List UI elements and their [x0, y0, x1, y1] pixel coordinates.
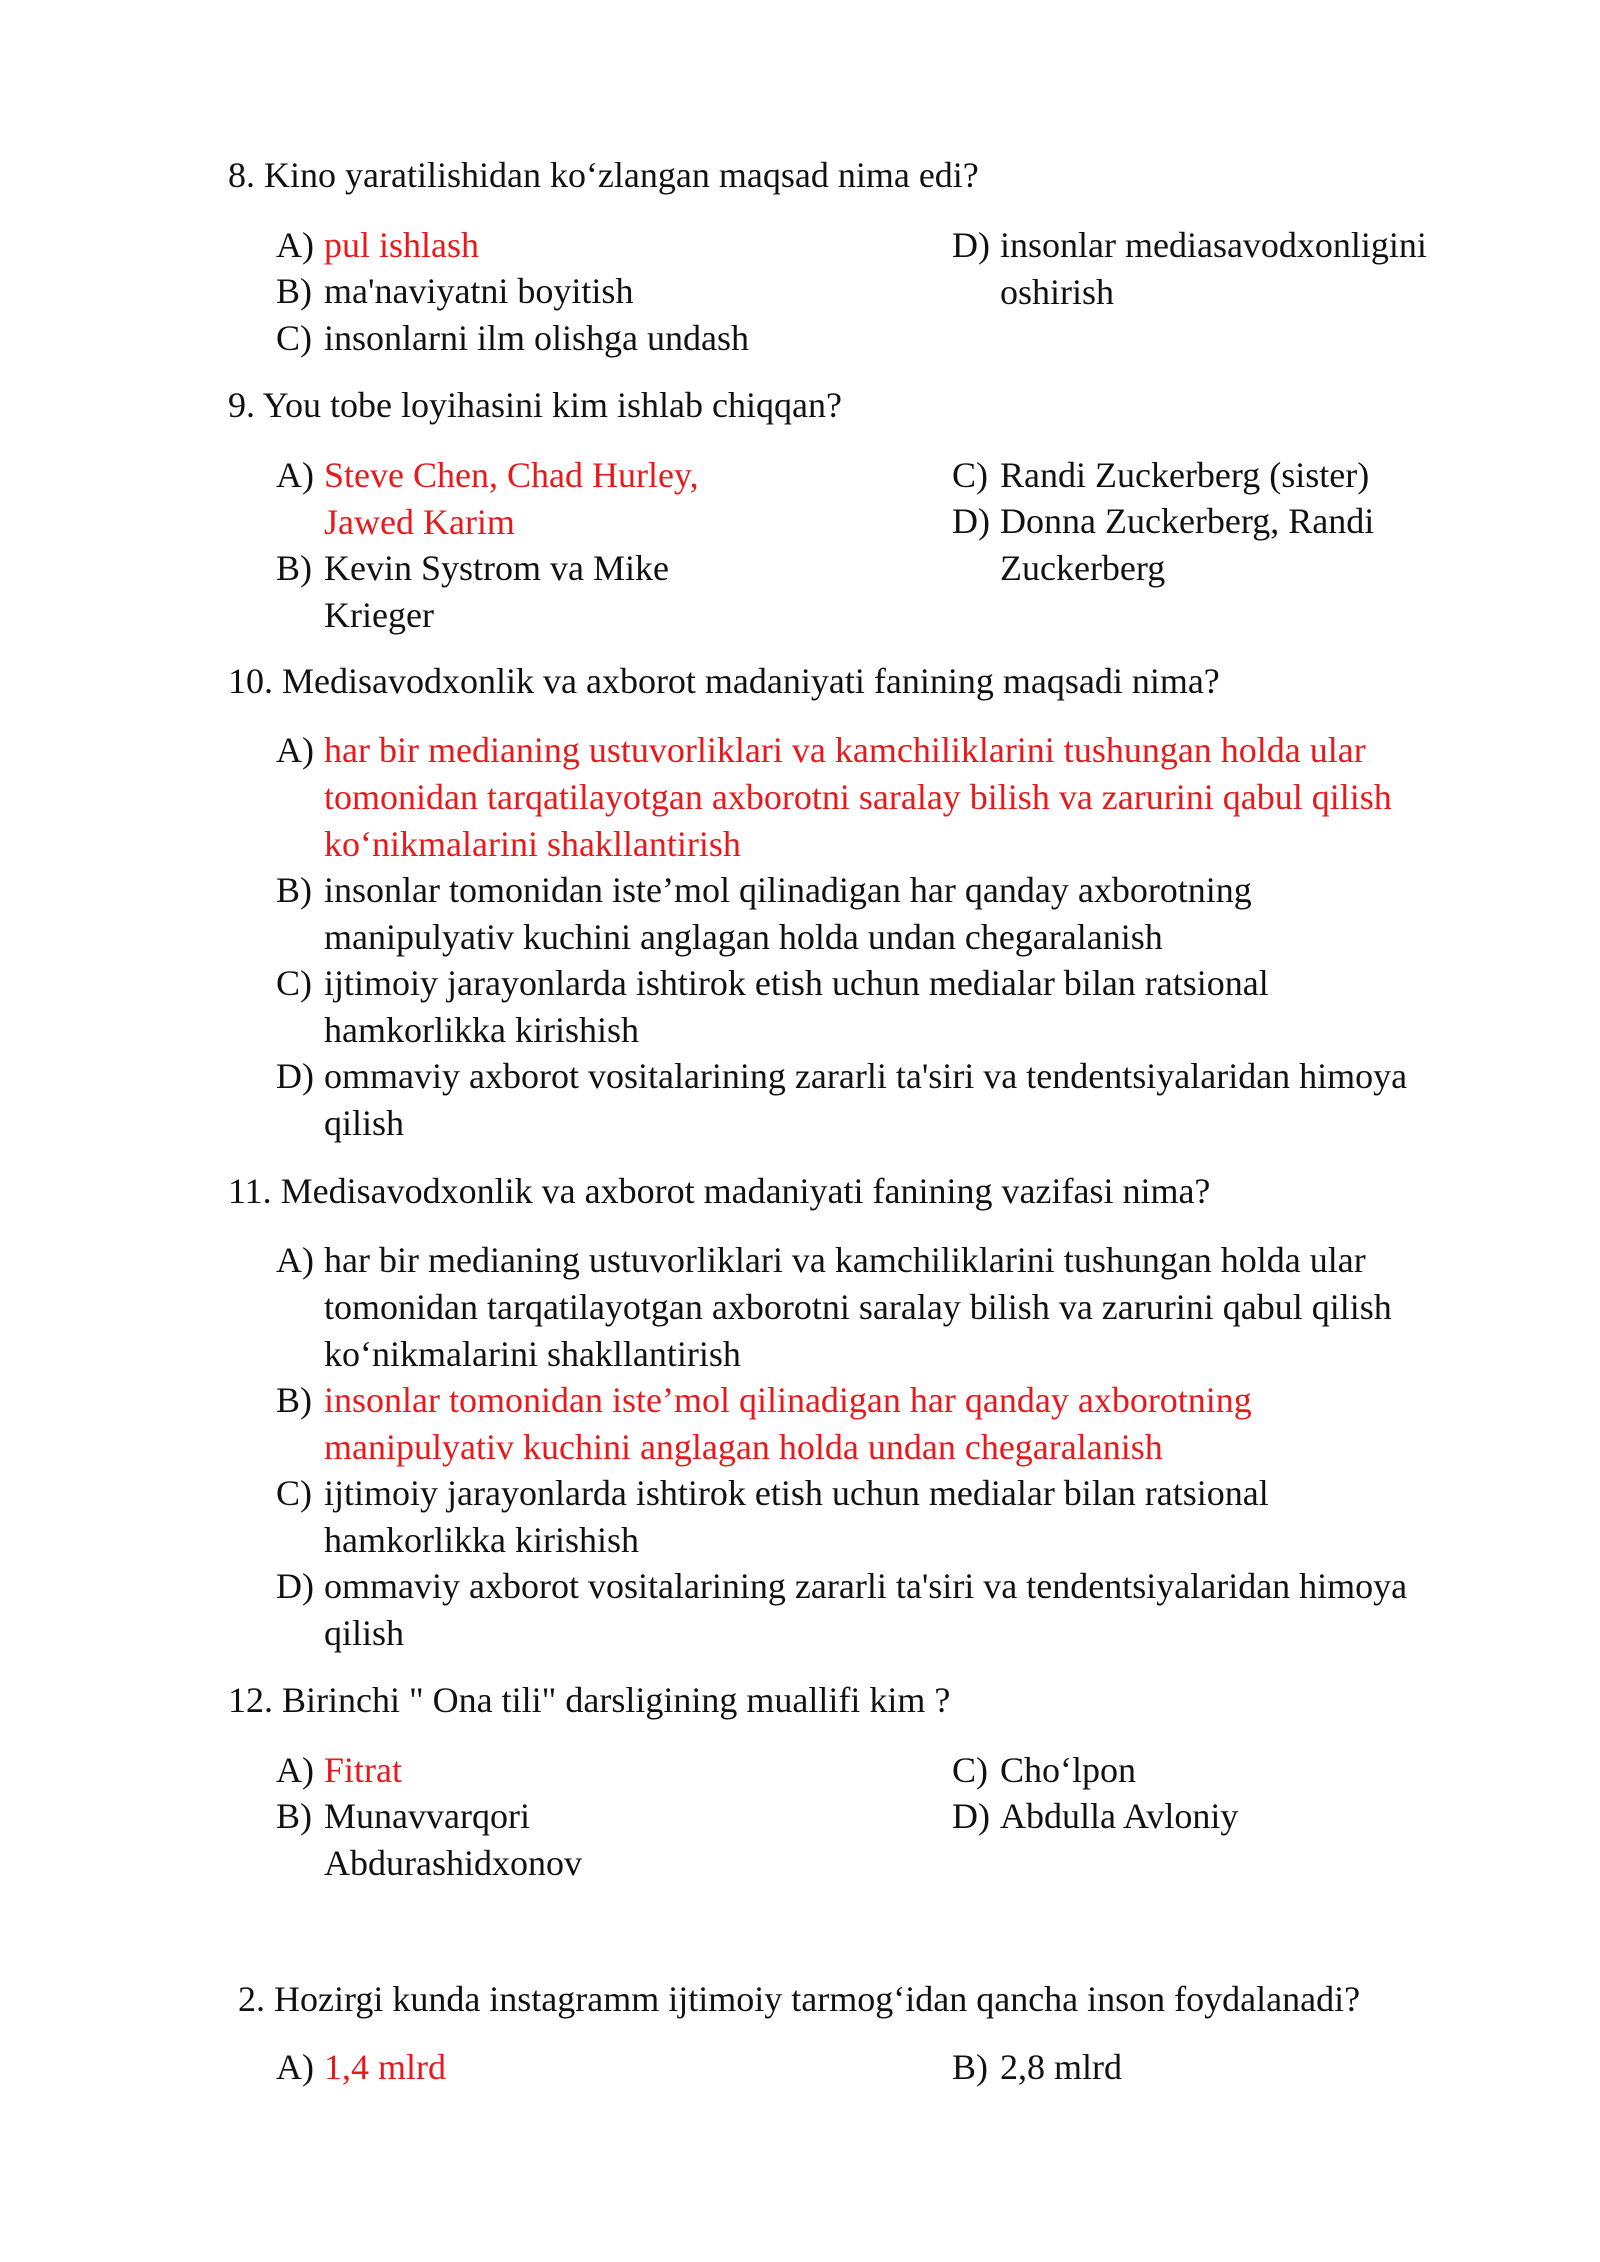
option-label: B) [276, 1380, 312, 1420]
question-12-option-d [952, 1793, 1452, 1840]
question-9-stem: 9. You tobe loyihasini kim ishlab chiqqan? [228, 385, 842, 425]
question-2-option-b [952, 2044, 1452, 2091]
option-label: D) [276, 1056, 314, 1096]
question-8-option-d [952, 222, 1472, 316]
question-11-option-b [276, 1377, 1356, 1471]
question-10-option-d [276, 1053, 1476, 1147]
option-text-correct: har bir medianing ustuvorliklari va kamchiliklarini tushungan holda ular tomonidan tarqatilayotgan axborotni saralay bilish va zarurini qabul qilish ko‘nikmalarini shakllantirish [324, 730, 1392, 864]
question-2-option-a [276, 2044, 776, 2091]
option-label: B) [276, 870, 312, 910]
option-text-correct: pul ishlash [324, 225, 480, 265]
option-text: insonlar tomonidan iste’mol qilinadigan har qanday axborotning manipulyativ kuchini anglagan holda undan chegaralanish [324, 870, 1252, 957]
option-label: C) [276, 318, 312, 358]
question-8-option-b [276, 268, 896, 315]
option-label: D) [276, 1566, 314, 1606]
question-9-option-a [276, 452, 736, 546]
option-label: A) [276, 225, 314, 265]
option-label: B) [952, 2047, 988, 2087]
question-12-option-b [276, 1793, 636, 1887]
option-label: A) [276, 1240, 314, 1280]
option-text: ommaviy axborot vositalarining zararli ta'siri va tendentsiyalaridan himoya qilish [324, 1566, 1408, 1653]
option-text: Munavvarqori Abdurashidxonov [324, 1796, 582, 1883]
option-label: A) [276, 730, 314, 770]
question-9-option-b [276, 545, 736, 639]
option-label: D) [952, 501, 990, 541]
option-label: D) [952, 1796, 990, 1836]
option-text: Donna Zuckerberg, Randi Zuckerberg [1000, 501, 1375, 588]
question-10-option-b [276, 867, 1356, 961]
option-label: A) [276, 2047, 314, 2087]
question-8-option-a [276, 222, 896, 269]
option-text-correct: Fitrat [324, 1750, 402, 1790]
question-11-option-d [276, 1563, 1476, 1657]
option-label: B) [276, 271, 312, 311]
option-text: ijtimoiy jarayonlarda ishtirok etish uchun medialar bilan ratsional hamkorlikka kirishish [324, 963, 1269, 1050]
option-text: Randi Zuckerberg (sister) [1000, 455, 1370, 495]
question-10-option-c [276, 960, 1356, 1054]
question-9-option-d [952, 498, 1432, 592]
option-text: insonlarni ilm olishga undash [324, 318, 749, 358]
question-12-stem: 12. Birinchi " Ona tili" darsligining muallifi kim ? [228, 1680, 951, 1720]
option-text: Abdulla Avloniy [1000, 1796, 1239, 1836]
option-label: C) [276, 963, 312, 1003]
option-text-correct: insonlar tomonidan iste’mol qilinadigan har qanday axborotning manipulyativ kuchini anglagan holda undan chegaralanish [324, 1380, 1252, 1467]
option-label: B) [276, 548, 312, 588]
option-text: ommaviy axborot vositalarining zararli ta'siri va tendentsiyalaridan himoya qilish [324, 1056, 1408, 1143]
option-text: ijtimoiy jarayonlarda ishtirok etish uchun medialar bilan ratsional hamkorlikka kirishish [324, 1473, 1269, 1560]
question-11-option-a [276, 1237, 1471, 1378]
question-9-option-c [952, 452, 1452, 499]
question-11-option-c [276, 1470, 1356, 1564]
question-10-option-a [276, 727, 1471, 868]
option-label: C) [952, 1750, 988, 1790]
question-2-stem: 2. Hozirgi kunda instagramm ijtimoiy tarmog‘idan qancha inson foydalanadi? [238, 1979, 1361, 2019]
option-text: Cho‘lpon [1000, 1750, 1137, 1790]
question-8-option-c [276, 315, 896, 362]
option-text-correct: Steve Chen, Chad Hurley, Jawed Karim [324, 455, 699, 542]
option-text: 2,8 mlrd [1000, 2047, 1122, 2087]
option-text: insonlar mediasavodxonligini oshirish [1000, 225, 1427, 312]
question-8-stem: 8. Kino yaratilishidan ko‘zlangan maqsad nima edi? [228, 155, 979, 195]
option-label: C) [952, 455, 988, 495]
option-text-correct: 1,4 mlrd [324, 2047, 446, 2087]
option-label: C) [276, 1473, 312, 1513]
option-label: A) [276, 1750, 314, 1790]
question-12-option-a [276, 1747, 776, 1794]
option-text: har bir medianing ustuvorliklari va kamchiliklarini tushungan holda ular tomonidan tarqatilayotgan axborotni saralay bilish va zarurini qabul qilish ko‘nikmalarini shakllantirish [324, 1240, 1392, 1374]
question-10-stem: 10. Medisavodxonlik va axborot madaniyati fanining maqsadi nima? [228, 661, 1220, 701]
question-11-stem: 11. Medisavodxonlik va axborot madaniyati fanining vazifasi nima? [228, 1171, 1211, 1211]
option-label: A) [276, 455, 314, 495]
option-text: Kevin Systrom va Mike Krieger [324, 548, 669, 635]
option-label: D) [952, 225, 990, 265]
question-12-option-c [952, 1747, 1452, 1794]
option-label: B) [276, 1796, 312, 1836]
option-text: ma'naviyatni boyitish [324, 271, 634, 311]
